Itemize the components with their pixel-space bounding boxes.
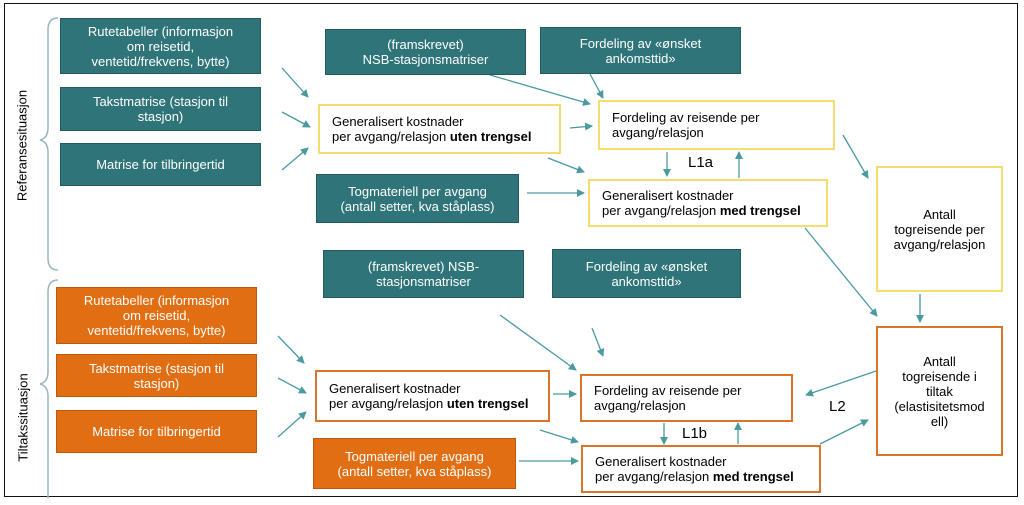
ref-cost-with-text: Generalisert kostnader per avgang/relasjon (602, 188, 734, 218)
ref-rolling-stock-box: Togmateriell per avgang (antall setter, kva ståplass) (316, 174, 519, 223)
ref-cost-without-bold: uten trengsel (449, 129, 532, 144)
reference-section-label: Referansesituasjon (14, 89, 30, 202)
ref-station-matrices-box: (framskrevet) NSB-stasjonsmatriser (325, 29, 526, 75)
arrow-m-stations (500, 315, 576, 370)
ref-fare-matrix-box: Takstmatrise (stasjon til stasjon) (60, 87, 261, 131)
arrow-ref-dist-to-out (843, 135, 868, 178)
arrow-m-fare (278, 378, 306, 393)
measure-cost-without-bold: uten trengsel (446, 396, 529, 411)
arrow-m-arrival (592, 328, 603, 356)
ref-travellers-output-box: Antall togreisende per avgang/relasjon (876, 166, 1003, 292)
measure-timetables-box: Rutetabeller (informasjon om reisetid, ventetid/frekvens, bytte) (56, 287, 257, 344)
measure-feeder-matrix-box: Matrise for tilbringertid (56, 410, 257, 453)
arrow-ref-arrival (590, 74, 603, 98)
measure-section-label: Tiltakssituasjon (15, 373, 31, 462)
ref-cost-without-crowding-box (318, 104, 561, 154)
measure-cost-with-bold: med trengsel (712, 469, 794, 484)
arrow-out-to-dist-measure (806, 371, 876, 395)
ref-cost-with-bold: med trengsel (719, 203, 801, 218)
arrow-m-feeder (278, 412, 306, 437)
ref-distribution-box: Fordeling av reisende per avgang/relasjon (598, 100, 835, 150)
measure-cost-without-crowding-box (315, 370, 550, 422)
arrow-ref-cost-to-costwith (548, 158, 584, 172)
measure-cost-with-crowding-box (581, 445, 821, 493)
measure-fare-matrix-box: Takstmatrise (stasjon til stasjon) (56, 354, 257, 397)
arrow-ref-timetables (282, 68, 308, 97)
measure-travellers-output-box: Antall togreisende i tiltak (elastisitetsmod ell) (876, 326, 1003, 456)
arrow-m-timetables (278, 336, 304, 363)
measure-cost-without-text: Generalisert kostnader per avgang/relasjon (329, 381, 461, 411)
arrow-m-cost-to-costwith (540, 430, 578, 442)
measure-station-matrices-box: (framskrevet) NSB- stasjonsmatriser (323, 250, 524, 298)
measure-rolling-stock-box: Togmateriell per avgang (antall setter, kva ståplass) (313, 438, 516, 489)
arrow-ref-cost-to-dist (570, 126, 592, 128)
measure-distribution-box: Fordeling av reisende per avgang/relasjon (580, 374, 793, 422)
ref-arrival-dist-box: Fordeling av «ønsket ankomsttid» (540, 27, 741, 74)
l2-label: L2 (829, 398, 846, 415)
measure-cost-with-text: Generalisert kostnader per avgang/relasjon (595, 454, 727, 484)
ref-cost-without-text: Generalisert kostnader per avgang/relasjon (332, 114, 464, 144)
arrow-m-costwith-to-out (820, 420, 868, 444)
arrow-ref-stations (490, 75, 590, 104)
arrow-ref-costwith-to-measure (805, 228, 877, 316)
l1b-label: L1b (682, 425, 708, 442)
arrow-ref-feeder (282, 148, 308, 170)
arrow-ref-fare (282, 112, 310, 127)
ref-feeder-matrix-box: Matrise for tilbringertid (60, 143, 261, 186)
reference-bracket (40, 18, 58, 270)
measure-arrival-dist-box: Fordeling av «ønsket ankomsttid» (552, 249, 741, 298)
ref-timetables-box: Rutetabeller (informasjon om reisetid, ventetid/frekvens, bytte) (60, 18, 261, 74)
l1a-label: L1a (688, 154, 714, 171)
ref-cost-with-crowding-box (588, 179, 828, 227)
